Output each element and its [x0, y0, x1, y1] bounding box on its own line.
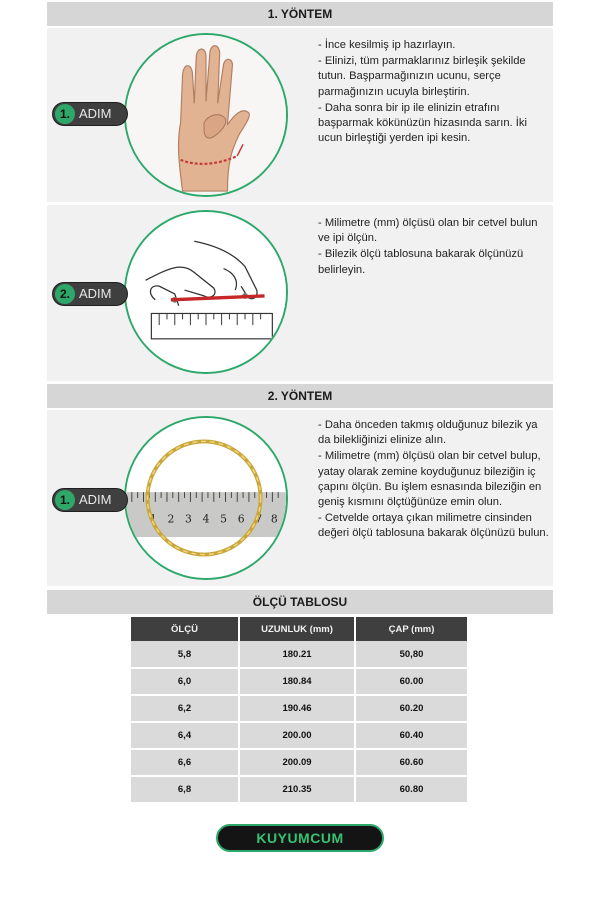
method1-title: 1. YÖNTEM — [47, 2, 553, 26]
table-cell: 60.20 — [355, 695, 467, 722]
method1-step2-text — [318, 216, 550, 279]
table-cell: 190.46 — [239, 695, 355, 722]
table-cell: 5,8 — [131, 641, 239, 668]
ruler-number: 5 — [220, 512, 227, 526]
table-cell: 180.84 — [239, 668, 355, 695]
instruction-line: - Daha önceden takmış olduğunuz bilezik ya da bilekliğinizi elinize alın. — [318, 419, 538, 447]
table-row — [131, 749, 467, 776]
table-cell: 180.21 — [239, 641, 355, 668]
instruction-line: - Daha sonra bir ip ile elinizin etrafını başparmak kökünüzün hizasında sarın. İki ucun birleştiği yerden ipi kesin. — [318, 101, 527, 145]
step-number: 1. — [55, 490, 75, 510]
instruction-line: - Cetvelde ortaya çıkan milimetre cinsinden değeri ölçü tablosuna bakarak ölçünüzü bulun. — [318, 512, 549, 540]
table-row — [131, 641, 467, 668]
instruction-line: - Elinizi, tüm parmaklarınız birleşik şekilde tutun. Başparmağınızın ucunu, serçe parmağınızın ucuyla birleştirin. — [318, 55, 526, 98]
method2-step1-text — [318, 418, 550, 543]
table-cell: 200.00 — [239, 722, 355, 749]
column-header: ÖLÇÜ — [131, 617, 239, 641]
table-cell: 6,8 — [131, 776, 239, 803]
table-cell: 210.35 — [239, 776, 355, 803]
table-cell: 6,6 — [131, 749, 239, 776]
table-row — [131, 776, 467, 803]
hand-wrap-illustration — [124, 33, 288, 197]
ruler-number: 2 — [167, 512, 175, 526]
ruler-number: 6 — [237, 512, 245, 526]
hand-icon — [126, 35, 286, 195]
step-label: ADIM — [79, 286, 112, 301]
brand-badge[interactable]: KUYUMCUM — [216, 824, 384, 852]
step-label: ADIM — [79, 492, 112, 507]
step-number: 1. — [55, 104, 75, 124]
instruction-line: - Milimetre (mm) ölçüsü olan bir cetvel bulup, yatay olarak zemine koyduğunuz bileziğin iç çapını ölçün. Bu işlem esnasında bileziğin en geniş kısmını ölçtüğünüze emin olun. — [318, 450, 542, 509]
table-row — [131, 722, 467, 749]
size-table — [131, 617, 467, 804]
table-row — [131, 668, 467, 695]
table-header-row — [131, 617, 467, 641]
instruction-line: - İnce kesilmiş ip hazırlayın. — [318, 39, 456, 51]
table-cell: 6,2 — [131, 695, 239, 722]
method2-title: 2. YÖNTEM — [47, 384, 553, 408]
method1-step2-badge — [52, 282, 128, 306]
bracelet-icon — [126, 418, 286, 578]
table-cell: 60.80 — [355, 776, 467, 803]
table-cell: 60.60 — [355, 749, 467, 776]
method2-step1-badge — [52, 488, 128, 512]
table-cell: 200.09 — [239, 749, 355, 776]
method1-step1-badge — [52, 102, 128, 126]
bracelet-measure-illustration — [124, 416, 288, 580]
table-cell: 6,4 — [131, 722, 239, 749]
table-cell: 6,0 — [131, 668, 239, 695]
ruler-number: 3 — [185, 512, 192, 526]
column-header: UZUNLUK (mm) — [239, 617, 355, 641]
instruction-line: - Milimetre (mm) ölçüsü olan bir cetvel bulun ve ipi ölçün. — [318, 217, 538, 245]
step-number: 2. — [55, 284, 75, 304]
ruler-icon — [126, 212, 286, 372]
method1-step1-text — [318, 38, 550, 147]
ruler-number: 7 — [255, 512, 263, 526]
ruler-string-illustration — [124, 210, 288, 374]
size-table-title: ÖLÇÜ TABLOSU — [47, 590, 553, 614]
table-cell: 60.00 — [355, 668, 467, 695]
table-row — [131, 695, 467, 722]
ruler-number: 1 — [149, 512, 157, 526]
step-label: ADIM — [79, 106, 112, 121]
table-cell: 50,80 — [355, 641, 467, 668]
ruler-number: 8 — [270, 512, 278, 526]
table-cell: 60.40 — [355, 722, 467, 749]
ruler-number: 4 — [202, 512, 210, 526]
instruction-line: - Bilezik ölçü tablosuna bakarak ölçünüzü belirleyin. — [318, 248, 524, 276]
column-header: ÇAP (mm) — [355, 617, 467, 641]
